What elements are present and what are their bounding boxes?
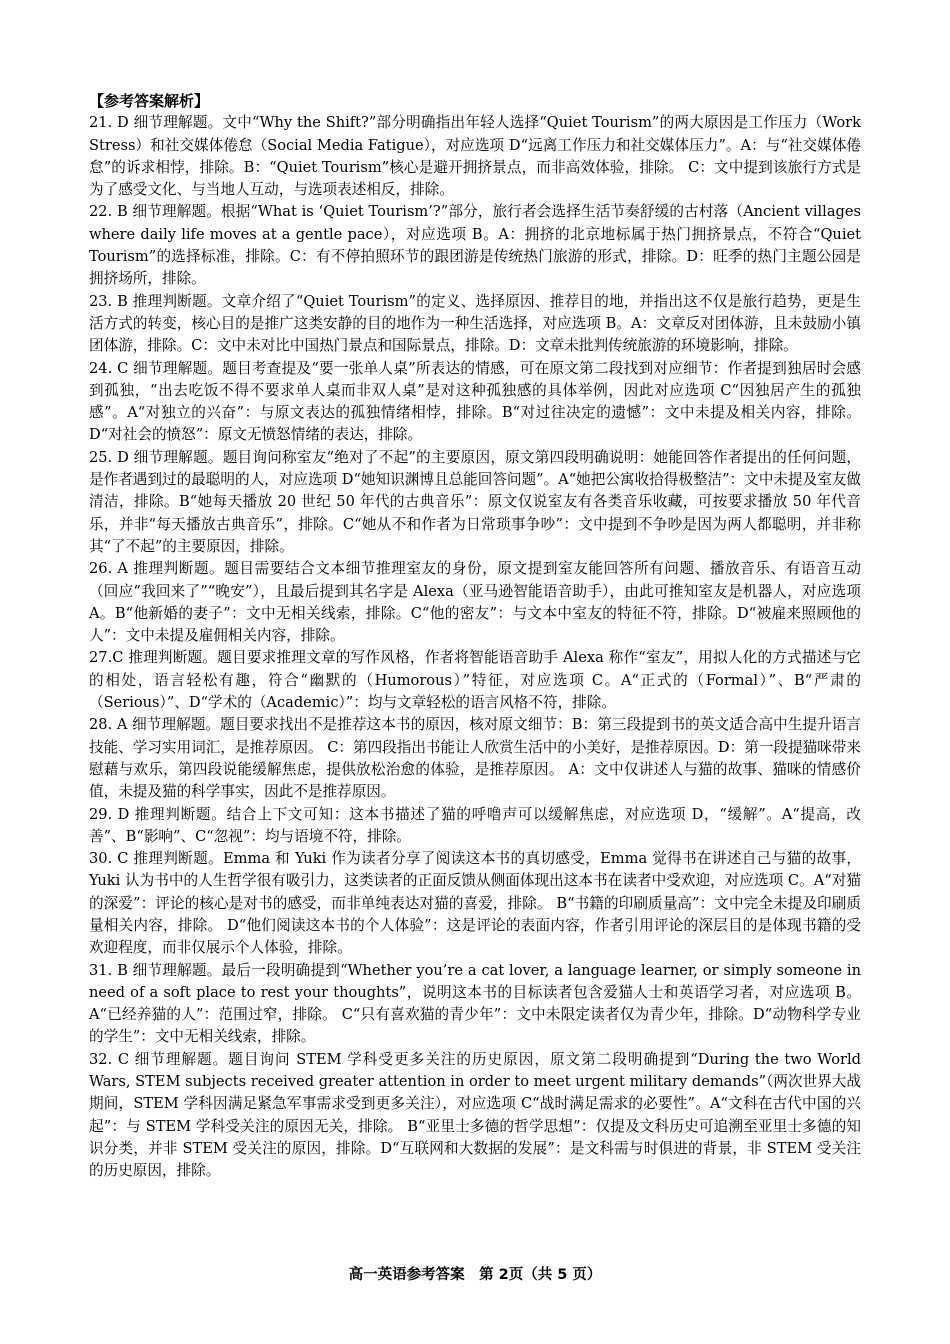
answer-22: 22. B 细节理解题。根据“What is ‘Quiet Tourism’?”部分，旅行者会选择生活节奏舒缓的古村落（Ancient villages where daily life moves at a gentle pace），对应选项 B。A：拥挤的北京地标属于热门拥挤景点，不符合“Quiet Tourism”的选择标准，排除。C：有不停拍照环节的跟团游是传统热门旅游的形式，排除。D：旺季的热门主题公园是拥挤场所，排除。 [89,203,861,288]
answer-21: 21. D 细节理解题。文中“Why the Shift?”部分明确指出年轻人选择“Quiet Tourism”的两大原因是工作压力（Work Stress）和社交媒体倦怠（Social Media Fatigue），对应选项 D“远离工作压力和社交媒体压力”。A：与“社交媒体倦怠”的诉求相悖，排除。B：“Quiet Tourism”核心是避开拥挤景点，而非高效体验，排除。 C：文中提到该旅行方式是为了感受文化、与当地人互动，与选项表述相反，排除。 [89,114,861,199]
answer-25: 25. D 细节理解题。题目询问称室友“绝对了不起”的主要原因，原文第四段明确说明：她能回答作者提出的任何问题，是作者遇到过的最聪明的人，对应选项 D“她知识渊博且总能回答问题”。A“她把公寓收拾得极整洁”：文中未提及室友做清洁，排除。B“她每天播放 20 世纪 50 年代的古典音乐”：原文仅说室友有各类音乐收藏，可按要求播放 50 年代音乐，并非“每天播放古典音乐”，排除。C“她从不和作者为日常琐事争吵”：文中提到不争吵是因为两人都聪明，并非称其“了不起”的主要原因，排除。 [89,448,861,555]
answer-26: 26. A 推理判断题。题目需要结合文本细节推理室友的身份，原文提到室友能回答所有问题、播放音乐、有语音互动（回应“我回来了”“晚安”），且最后提到其名字是 Alexa（亚马逊智能语音助手），由此可推知室友是机器人，对应选项 A。B“他新婚的妻子”：文中无相关线索，排除。C“他的密友”：与文本中室友的特征不符，排除。D“被雇来照顾他的人”：文中未提及雇佣相关内容，排除。 [89,560,861,645]
answer-32: 32. C 细节理解题。题目询问 STEM 学科受更多关注的历史原因，原文第二段明确提到“During the two World Wars, STEM subjects received greater attention in order to meet urgent military demands”（两次世界大战期间，STEM 学科因满足紧急军事需求受到更多关注），对应选项 C“战时满足需求的必要性”。A“文科在古代中国的兴起”：与 STEM 学科受关注的原因无关，排除。 B“亚里士多德的哲学思想”：仅提及文科历史可追溯至亚里士多德的知识分类，并非 STEM 受关注的原因，排除。D“互联网和大数据的发展”：是文科需与时俱进的背景，非 STEM 受关注的历史原因，排除。 [89,1050,861,1180]
answer-24: 24. C 细节理解题。题目考查提及“要一张单人桌”所表达的情感，可在原文第二段找到对应细节：作者提到独居时会感到孤独，“出去吃饭不得不要求单人桌而非双人桌”是对这种孤独感的具体举例，因此对应选项 C“因独居产生的孤独感”。A“对独立的兴奋”：与原文表达的孤独情绪相悖，排除。B“对过往决定的遗憾”：文中未提及相关内容，排除。D“对社会的愤怒”：原文无愤怒情绪的表达，排除。 [89,359,861,444]
section-title: 【参考答案解析】 [89,92,210,110]
answer-27: 27.C 推理判断题。题目要求推理文章的写作风格，作者将智能语音助手 Alexa 称作“室友”，用拟人化的方式描述与它的相处，语言轻松有趣，符合“幽默的（Humorous）”特征，对应选项 C。A“正式的（Formal）”、B“严肃的（Serious）”、D“学术的（Academic）”：均与文章轻松的语言风格不符，排除。 [89,649,861,712]
answer-30: 30. C 推理判断题。Emma 和 Yuki 作为读者分享了阅读这本书的真切感受，Emma 觉得书在讲述自己与猫的故事，Yuki 认为书中的人生哲学很有吸引力，这类读者的正面反馈从侧面体现出这本书在读者中受欢迎，对应选项 C。A“对猫的深爱”：评论的核心是对书的感受，而非单纯表达对猫的喜爱，排除。 B“书籍的印刷质量高”：文中完全未提及印刷质量相关内容，排除。 D“他们阅读这本书的个人体验”：这是评论的表面内容，作者引用评论的深层目的是体现书籍的受欢迎程度，而非仅展示个人体验，排除。 [89,850,861,957]
page-footer: 高一英语参考答案 第 2页（共 5 页） [348,1267,602,1283]
answer-28: 28. A 细节理解题。题目要求找出不是推荐这本书的原因，核对原文细节：B：第三段提到书的英文适合高中生提升语言技能、学习实用词汇，是推荐原因。 C：第四段指出书能让人欣赏生活中的小美好，是推荐原因。D：第一段提猫咪带来慰藉与欢乐，第四段说能缓解焦虑，提供放松治愈的体验，是推荐原因。 A：文中仅讲述人与猫的故事、猫咪的情感价值，未提及猫的科学事实，因此不是推荐原因。 [89,716,861,801]
answer-31: 31. B 细节理解题。最后一段明确提到“Whether you’re a cat lover, a language learner, or simply someone in need of a soft place to rest your thoughts”，说明这本书的目标读者包含爱猫人士和英语学习者，对应选项 B。A“已经养猫的人”：范围过窄，排除。 C“只有喜欢猫的青少年”：文中未限定读者仅为青少年，排除。D“动物科学专业的学生”：文中无相关线索，排除。 [89,961,861,1046]
answer-23: 23. B 推理判断题。文章介绍了“Quiet Tourism”的定义、选择原因、推荐目的地，并指出这不仅是旅行趋势，更是生活方式的转变，核心目的是推广这类安静的目的地作为一种生活选择，对应选项 B。A：文章反对团体游，且未鼓励小镇团体游，排除。C：文中未对比中国热门景点和国际景点，排除。D：文章未批判传统旅游的环境影响，排除。 [89,292,861,355]
answer-29: 29. D 推理判断题。结合上下文可知：这本书描述了猫的呼噜声可以缓解焦虑，对应选项 D，“缓解”。A“提高，改善”、B“影响”、C“忽视”：均与语境不符，排除。 [89,805,861,845]
answer-explanations [89,90,861,1183]
